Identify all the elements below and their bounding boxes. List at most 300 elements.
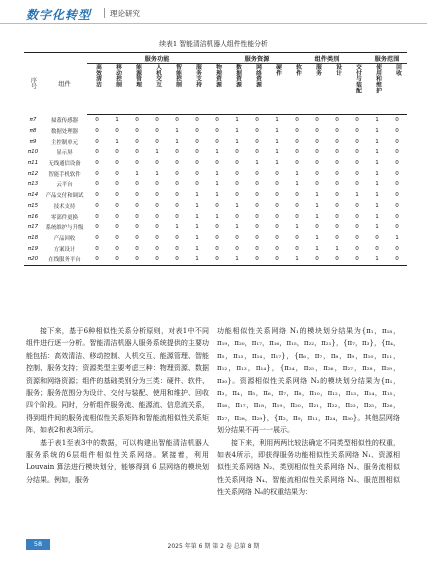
row-id: π8: [29, 128, 37, 135]
table-cell: 1: [275, 149, 279, 156]
table-cell: 1: [235, 128, 239, 135]
table-cell: 0: [275, 224, 279, 231]
row-component-name: 智能手机软件: [48, 171, 81, 178]
text-column-left: [26, 325, 209, 486]
group-header: 组件类别: [287, 53, 367, 64]
table-cell: 0: [95, 181, 99, 188]
table-row: [24, 201, 407, 212]
table-cell: 0: [155, 202, 159, 209]
table-cell: 0: [335, 149, 339, 156]
table-cell: 1: [175, 128, 179, 135]
table-cell: 0: [135, 181, 139, 188]
table-cell: 1: [175, 224, 179, 231]
table-cell: 0: [355, 181, 359, 188]
row-id: π19: [27, 245, 39, 252]
column-header: 移动控制: [107, 64, 127, 115]
table-cell: 1: [375, 160, 379, 167]
table-cell: 0: [195, 138, 199, 145]
table-cell: 0: [275, 192, 279, 199]
table-cell: 1: [295, 170, 299, 177]
column-header: 设计: [327, 64, 347, 115]
journal-logo: 数字化转型: [26, 8, 92, 22]
table-cell: 1: [115, 138, 119, 145]
table-cell: 0: [315, 170, 319, 177]
table-cell: 1: [115, 117, 119, 124]
component-performance-table: [24, 52, 407, 266]
table-cell: 1: [375, 224, 379, 231]
table-cell: 0: [195, 128, 199, 135]
table-cell: 0: [215, 202, 219, 209]
table-cell: 1: [187, 254, 207, 265]
table-row: [24, 222, 407, 233]
table-cell: 1: [375, 213, 379, 220]
table-cell: 0: [295, 117, 299, 124]
table-cell: 1: [375, 128, 379, 135]
group-header: 服务范围: [367, 53, 407, 64]
table-cell: 0: [115, 234, 119, 241]
table-cell: 1: [215, 181, 219, 188]
page-number: 58: [26, 539, 50, 550]
table-cell: 0: [175, 181, 179, 188]
table-cell: 0: [215, 234, 219, 241]
row-component-name: 系统维护与升级: [45, 225, 84, 232]
table-cell: 0: [255, 202, 259, 209]
table-cell: 1: [335, 245, 339, 252]
table-cell: 0: [135, 117, 139, 124]
table-cell: 0: [155, 192, 159, 199]
table-cell: 0: [335, 213, 339, 220]
table-cell: 1: [195, 213, 199, 220]
table-cell: 0: [255, 224, 259, 231]
column-header: 软件: [287, 64, 307, 115]
table-cell: 0: [295, 192, 299, 199]
row-component-name: 在线服务平台: [42, 254, 87, 265]
table-cell: 0: [255, 245, 259, 252]
text-column-right: [217, 325, 400, 499]
table-cell: 0: [155, 213, 159, 220]
paragraph: 基于表1至表3中的数据，可以构建出智能清洁机器人服务系统的6层组件相似性关系网络。紧接着，利用 Louvain 算法进行模块划分，能够得到 6 层网络的模块划分结果。例如，服务: [26, 438, 209, 484]
table-row: [24, 147, 407, 158]
table-cell: 0: [295, 149, 299, 156]
table-cell: 1: [375, 181, 379, 188]
table-cell: 0: [267, 254, 287, 265]
table-cell: 1: [315, 202, 319, 209]
table-cell: 0: [355, 138, 359, 145]
table-cell: 0: [275, 181, 279, 188]
table-cell: 1: [195, 202, 199, 209]
table-cell: 0: [355, 202, 359, 209]
column-header: 网络资源: [247, 64, 267, 115]
table-cell: 0: [155, 160, 159, 167]
row-component-name: 产品回收: [53, 235, 76, 242]
table-cell: 0: [95, 128, 99, 135]
paragraph: 接下来，利用两两比较法确定不同类型相似性的权重，如表4所示，即获得服务功能相似性关系网络 N₁、资源相似性关系网络 N₂、类别相似性关系网络 N₃、服务流相似性关系网络 N₄、智能流相似性关系网络 N₅、服范围相似性关系网络 N₆的权重结果为：: [217, 438, 400, 497]
table-cell: 1: [175, 138, 179, 145]
table-cell: 0: [155, 234, 159, 241]
table-cell: 0: [315, 149, 319, 156]
row-id: π13: [27, 181, 39, 188]
table-cell: 0: [95, 224, 99, 231]
table-cell: 0: [215, 117, 219, 124]
table-cell: 1: [375, 149, 379, 156]
table-cell: 1: [375, 117, 379, 124]
row-id: π15: [27, 202, 39, 209]
table-cell: 0: [115, 192, 119, 199]
col-component-header: 组件: [42, 53, 87, 115]
table-cell: 1: [135, 170, 139, 177]
table-cell: 0: [155, 128, 159, 135]
table-cell: 0: [355, 213, 359, 220]
table-cell: 1: [375, 138, 379, 145]
table-cell: 0: [315, 181, 319, 188]
table-cell: 0: [95, 138, 99, 145]
column-header: 智能控制: [167, 64, 187, 115]
table-cell: 0: [275, 245, 279, 252]
table-cell: 0: [155, 245, 159, 252]
table-cell: 0: [255, 213, 259, 220]
table-cell: 0: [295, 202, 299, 209]
table-cell: 0: [235, 160, 239, 167]
table-cell: 0: [95, 170, 99, 177]
row-id: π16: [27, 213, 39, 220]
table-row: [24, 233, 407, 244]
row-component-name: 掃蓋传感器: [51, 118, 78, 125]
table-cell: 0: [147, 254, 167, 265]
table-row: [24, 115, 407, 126]
table-cell: 1: [235, 224, 239, 231]
table-cell: 0: [115, 149, 119, 156]
table-cell: 1: [195, 234, 199, 241]
table-row: [24, 254, 407, 265]
table-cell: 1: [227, 254, 247, 265]
table-cell: 0: [375, 245, 379, 252]
table-cell: 0: [295, 245, 299, 252]
table-cell: 0: [175, 245, 179, 252]
table-cell: 0: [235, 181, 239, 188]
table-cell: 1: [315, 245, 319, 252]
table-cell: 0: [395, 170, 399, 177]
table-cell: 0: [195, 117, 199, 124]
table-cell: 0: [235, 149, 239, 156]
row-component-name: 技术支持: [53, 203, 76, 210]
table-cell: 0: [395, 160, 399, 167]
paragraph: 功能相似性关系网络 N₁的模块划分结果为{π₁，π₁₈，π₁₉，π₂₀，π₁₇，π₁₆，π₁₅，π₂₂，π₂₁}，{π₇，π₃}，{π₄，π₅，π₁₃，π₁₄，π₁₇}，{π₆，π₇，π₈，π₉，π₁₀，π₁₁，π₁₂，π₁₃，π₁₄}，{π₂₄，π₂₅，π₂₆，π₂₇，π₂₈，π₂₉，π₃₀}。资源相似性关系网络 N₂的模块划分结果为{π₁，π₃，π₄，π₅，π₆，π₇，π₈，π₁₀，π₁₂，π₁₃，π₁₄，π₁₅，π₁₆，π₁₇，π₁₈，π₁₉，π₂₀，π₂₁，π₂₂，π₂₃，π₂₅，π₂₆，π₂₇，π₂₈，π₂₉}，{π₂，π₉，π₁₁，π₂₄，π₃₀}。其他层网络划分结果不再一一展示。: [217, 327, 400, 435]
table-cell: 0: [347, 254, 367, 265]
table-cell: 0: [175, 234, 179, 241]
table-cell: 0: [375, 234, 379, 241]
row-id: π12: [27, 170, 39, 177]
table-cell: 0: [395, 213, 399, 220]
group-header: 服务功能: [87, 53, 227, 64]
row-id: π10: [27, 149, 39, 156]
table-cell: 0: [175, 117, 179, 124]
table-cell: 1: [295, 181, 299, 188]
table-cell: 0: [395, 128, 399, 135]
table-cell: 1: [195, 224, 199, 231]
table-cell: 0: [275, 202, 279, 209]
table-row: [24, 126, 407, 137]
table-cell: 1: [367, 254, 387, 265]
table-cell: 0: [335, 117, 339, 124]
column-header: 高效清洁: [87, 64, 107, 115]
table-cell: 0: [355, 160, 359, 167]
table-cell: 0: [207, 254, 227, 265]
table-cell: 0: [235, 234, 239, 241]
table-cell: 0: [327, 254, 347, 265]
issue-info: 2025 年第 6 期 第 2 卷 总第 8 期: [167, 543, 260, 550]
table-cell: 1: [287, 254, 307, 265]
table-cell: 0: [315, 224, 319, 231]
table-cell: 0: [115, 181, 119, 188]
table-cell: 1: [315, 213, 319, 220]
paragraph: 接下来，基于6种相似性关系分析原则，对表1中不同组件进行逐一分析。智能清洁机器人服务系统提供的主要功能包括：高效清洁、移动控制、人机交互、能源管理、智能控制、服务支持；资源类型主要考虑三种：物理资源、数据资源和网络资源；组件的基础类别分为三类：硬件、软件、服务；服务范围分为设计、交付与装配、使用和维护、回收四个阶段。同时，分析组件服务流、能源流、信息流关系，得到组件间的服务流相似性关系矩阵和智能流相似性关系矩阵，如表2和表3所示。: [26, 327, 209, 435]
table-cell: 0: [295, 234, 299, 241]
table-cell: 1: [215, 170, 219, 177]
table-cell: 0: [355, 128, 359, 135]
page-header: [0, 0, 427, 30]
table-cell: 1: [275, 117, 279, 124]
table-cell: 0: [95, 202, 99, 209]
table-cell: 0: [215, 128, 219, 135]
group-header: 服务资源: [227, 53, 287, 64]
table-cell: 0: [255, 128, 259, 135]
table-cell: 0: [255, 192, 259, 199]
table-row: [24, 168, 407, 179]
table-cell: 0: [335, 138, 339, 145]
table-cell: 0: [307, 254, 327, 265]
table-cell: 0: [167, 254, 187, 265]
table-cell: 0: [335, 202, 339, 209]
table-cell: 1: [235, 202, 239, 209]
table-cell: 0: [355, 224, 359, 231]
table-cell: 0: [275, 170, 279, 177]
row-id: π17: [27, 224, 39, 231]
table-cell: 0: [395, 192, 399, 199]
table-row: [24, 190, 407, 201]
table-cell: 0: [115, 160, 119, 167]
table-cell: 0: [255, 170, 259, 177]
table-cell: 0: [295, 213, 299, 220]
table-cell: 0: [135, 138, 139, 145]
table-cell: 0: [135, 224, 139, 231]
header-divider: [104, 8, 105, 18]
table-cell: 0: [95, 149, 99, 156]
table-cell: 0: [115, 170, 119, 177]
table-cell: 0: [107, 254, 127, 265]
table-cell: 0: [255, 149, 259, 156]
table-cell: 0: [115, 245, 119, 252]
table-cell: 0: [135, 234, 139, 241]
table-cell: 0: [175, 149, 179, 156]
table-cell: 0: [175, 160, 179, 167]
table-cell: 0: [215, 160, 219, 167]
table-cell: 0: [395, 224, 399, 231]
table-cell: 0: [235, 245, 239, 252]
row-id: π20: [24, 254, 42, 265]
row-id: π9: [29, 138, 37, 145]
table-cell: 0: [395, 202, 399, 209]
table-cell: 1: [315, 234, 319, 241]
row-component-name: 零部件更换: [51, 214, 78, 221]
table-cell: 0: [255, 181, 259, 188]
table-cell: 0: [355, 245, 359, 252]
table-cell: 0: [95, 160, 99, 167]
table-cell: 0: [195, 181, 199, 188]
table-cell: 1: [235, 117, 239, 124]
table-cell: 0: [155, 224, 159, 231]
table-cell: 1: [255, 160, 259, 167]
row-component-name: 主控制单元: [51, 139, 78, 146]
table-cell: 0: [235, 170, 239, 177]
table-cell: 0: [387, 254, 407, 265]
table-cell: 0: [175, 170, 179, 177]
table-cell: 0: [355, 234, 359, 241]
table-cell: 0: [335, 128, 339, 135]
table-cell: 0: [355, 149, 359, 156]
table-cell: 0: [315, 160, 319, 167]
column-header: 使用和维护: [367, 64, 387, 115]
table-cell: 0: [315, 128, 319, 135]
table-cell: 0: [295, 128, 299, 135]
table-cell: 0: [195, 170, 199, 177]
table-cell: 0: [315, 117, 319, 124]
row-component-name: 显示屏: [56, 150, 73, 157]
row-id: π11: [27, 160, 39, 167]
table-cell: 1: [215, 213, 219, 220]
table-cell: 0: [195, 149, 199, 156]
table-cell: 0: [135, 160, 139, 167]
table-cell: 1: [315, 192, 319, 199]
table-cell: 0: [135, 149, 139, 156]
table-caption: 续表1 智能清洁机器人组件性能分析: [159, 40, 268, 48]
col-index-header: 序号: [24, 53, 42, 115]
column-header: 硬件: [267, 64, 287, 115]
table-cell: 0: [115, 202, 119, 209]
table-cell: 0: [135, 213, 139, 220]
table-cell: 0: [395, 138, 399, 145]
table-cell: 0: [175, 192, 179, 199]
table-cell: 0: [135, 128, 139, 135]
table-cell: 0: [255, 117, 259, 124]
table-cell: 0: [215, 245, 219, 252]
table-cell: 0: [135, 192, 139, 199]
table-cell: 0: [175, 213, 179, 220]
table-cell: 0: [127, 254, 147, 265]
table-cell: 1: [375, 192, 379, 199]
table-cell: 0: [235, 192, 239, 199]
table-row: [24, 158, 407, 169]
table-cell: 1: [295, 224, 299, 231]
table-cell: 0: [335, 181, 339, 188]
table-cell: 0: [335, 234, 339, 241]
row-id: π7: [29, 117, 37, 124]
table-cell: 0: [95, 117, 99, 124]
row-component-name: 数据处理器: [51, 129, 78, 136]
table-cell: 0: [215, 138, 219, 145]
table-cell: 0: [95, 213, 99, 220]
table-cell: 0: [295, 138, 299, 145]
table-cell: 0: [275, 234, 279, 241]
row-id: π14: [27, 192, 39, 199]
table-cell: 0: [295, 160, 299, 167]
row-component-name: 无线通信设备: [48, 161, 81, 168]
table-cell: 1: [275, 128, 279, 135]
table-cell: 0: [115, 128, 119, 135]
row-component-name: 产品交付和调试: [45, 193, 84, 200]
table-row: [24, 179, 407, 190]
table-cell: 0: [135, 202, 139, 209]
row-component-name: 方案设计: [53, 246, 76, 253]
table-cell: 0: [215, 224, 219, 231]
table-cell: 0: [355, 117, 359, 124]
table-cell: 1: [355, 192, 359, 199]
column-header: 能源管理: [127, 64, 147, 115]
table-cell: 0: [395, 117, 399, 124]
header-rule: [0, 23, 427, 24]
table-cell: 0: [335, 192, 339, 199]
table-cell: 0: [95, 245, 99, 252]
table-cell: 1: [275, 138, 279, 145]
column-header: 数据资源: [227, 64, 247, 115]
table-cell: 1: [275, 160, 279, 167]
column-header: 交付与装配: [347, 64, 367, 115]
table-cell: 1: [235, 138, 239, 145]
column-header: 人机交互: [147, 64, 167, 115]
table-cell: 1: [155, 170, 159, 177]
table-cell: 1: [195, 245, 199, 252]
table-cell: 0: [235, 213, 239, 220]
table-cell: 0: [275, 213, 279, 220]
table-cell: 0: [155, 181, 159, 188]
table-cell: 0: [195, 160, 199, 167]
column-header: 服务支持: [187, 64, 207, 115]
table-row: [24, 136, 407, 147]
table-cell: 0: [395, 181, 399, 188]
table-cell: 0: [95, 192, 99, 199]
table-cell: 0: [335, 160, 339, 167]
table-row: [24, 211, 407, 222]
row-component-name: 云平台: [56, 182, 73, 189]
table-cell: 0: [155, 117, 159, 124]
table-cell: 0: [87, 254, 107, 265]
table-cell: 0: [335, 224, 339, 231]
table-cell: 0: [155, 138, 159, 145]
table-cell: 1: [215, 192, 219, 199]
table-cell: 0: [395, 245, 399, 252]
column-header: 物理资源: [207, 64, 227, 115]
section-label: 理论研究: [110, 9, 140, 18]
table-cell: 0: [135, 245, 139, 252]
table-cell: 1: [375, 170, 379, 177]
table-cell: 0: [175, 202, 179, 209]
table-cell: 0: [315, 138, 319, 145]
table-cell: 1: [195, 192, 199, 199]
column-header: 回收: [387, 64, 407, 115]
table-cell: 0: [255, 138, 259, 145]
table-row: [24, 243, 407, 254]
table-cell: 1: [395, 234, 399, 241]
column-header: 服务: [307, 64, 327, 115]
table-cell: 0: [247, 254, 267, 265]
table-cell: 0: [355, 170, 359, 177]
table-cell: 1: [215, 149, 219, 156]
table-cell: 0: [115, 213, 119, 220]
row-id: π18: [27, 234, 39, 241]
table-cell: 0: [115, 224, 119, 231]
table-cell: 1: [375, 202, 379, 209]
table-cell: 0: [95, 234, 99, 241]
table-cell: 0: [335, 170, 339, 177]
